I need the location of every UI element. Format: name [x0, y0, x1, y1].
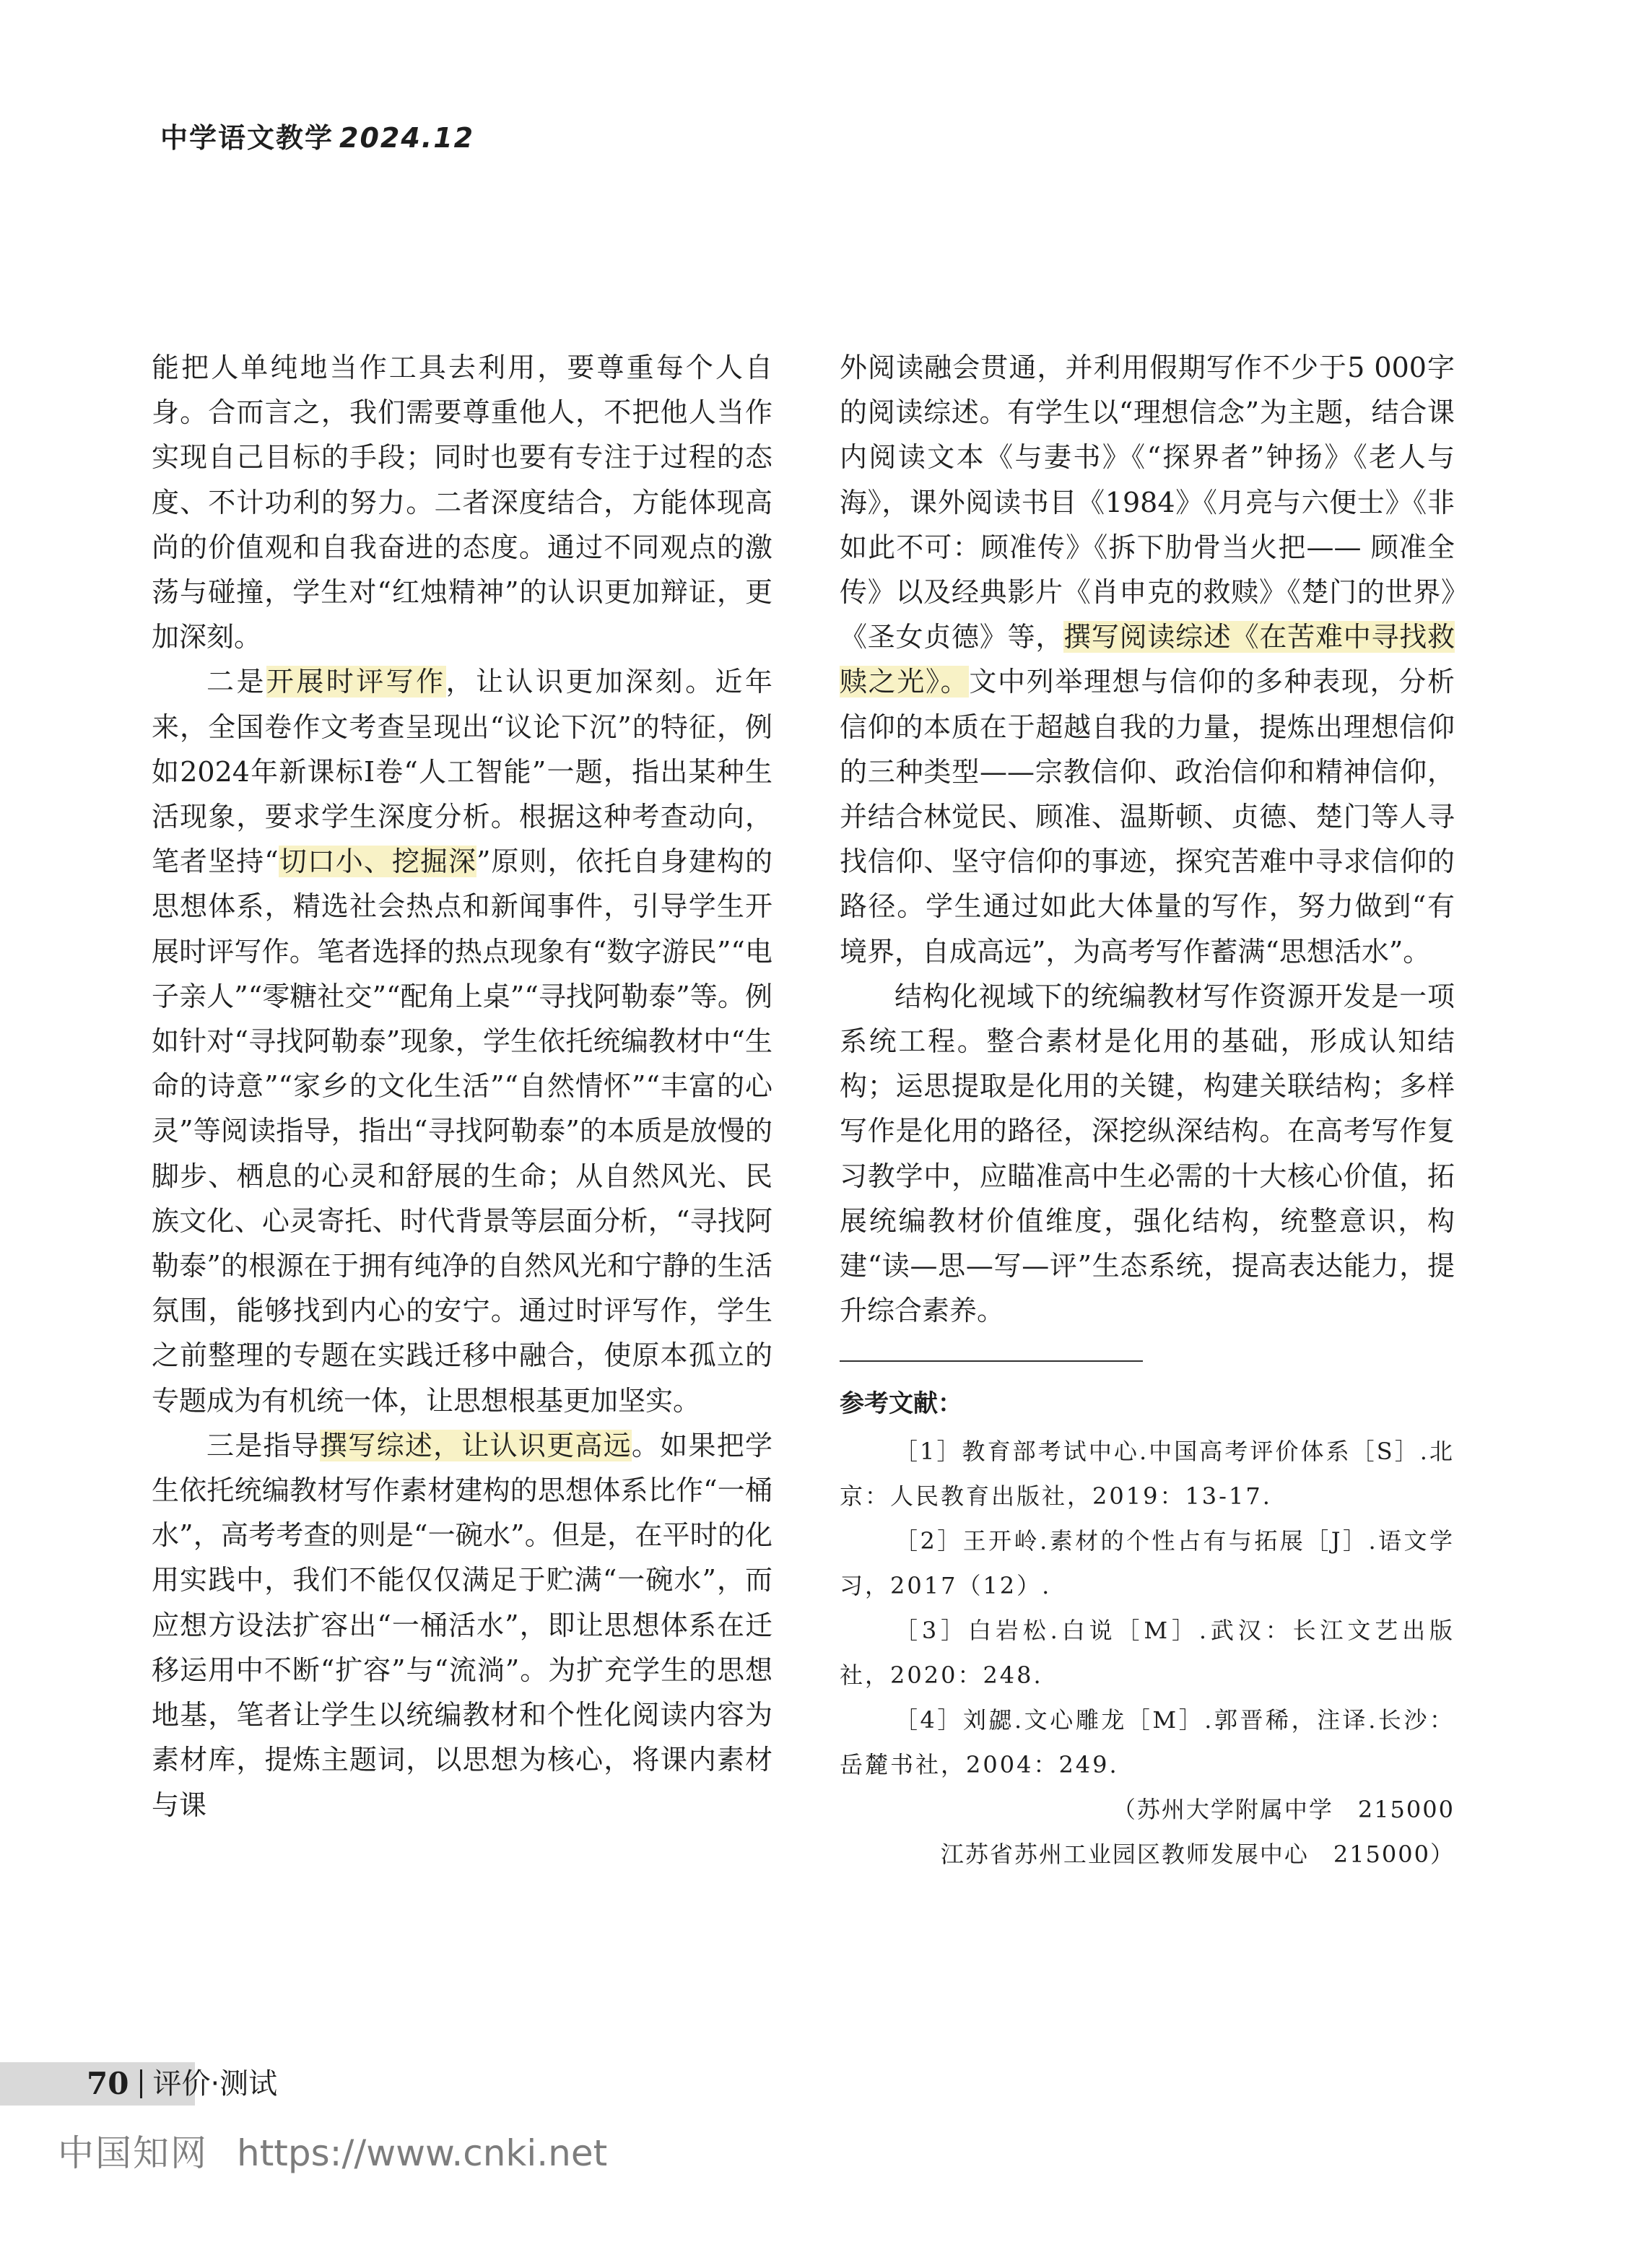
- references-divider: [840, 1360, 1143, 1362]
- reference-item: ［4］刘勰.文心雕龙［M］.郭晋稀，注译.长沙：岳麓书社，2004：249.: [840, 1706, 1455, 1779]
- reference-item: ［3］白岩松.白说［M］.武汉：长江文艺出版社，2020：248.: [840, 1617, 1455, 1690]
- journal-header: [160, 116, 474, 155]
- highlighted-text: 撰写阅读综述《在苦难中寻找救赎之光》。: [840, 621, 1455, 698]
- paragraph-continuation: [840, 345, 1455, 974]
- paragraph-text: 。如果把学生依托统编教材写作素材建构的思想体系比作“一桶水”，高考考查的则是“一碗水”。但是，在平时的化用实践中，我们不能仅仅满足于贮满“一碗水”，而应想方设法扩容出“一桶活水”，即让思想体系在迁移运用中不断“扩容”与“流淌”。为扩充学生的思想地基，笔者让学生以统编教材和个性化阅读内容为素材库，提炼主题词，以思想为核心，将课内素材与课: [152, 1429, 772, 1821]
- watermark-brand: 中国知网: [58, 2132, 208, 2174]
- section-name: 评价·测试: [152, 2067, 278, 2100]
- journal-title: 中学语文教学: [160, 122, 334, 154]
- paragraph-text: 二是: [206, 666, 266, 698]
- reference-item: ［1］教育部考试中心.中国高考评价体系［S］.北京：人民教育出版社，2019：13-17.: [840, 1438, 1455, 1511]
- paragraph-text: ，让认识更加深刻。近年来，全国卷作文考查呈现出“议论下沉”的特征，例如2024年新课标Ⅰ卷“人工智能”一题，指出某种生活现象，要求学生深度分析。根据这种考查动向，笔者坚持“: [152, 666, 772, 878]
- highlighted-text: 开展时评写作: [266, 666, 446, 698]
- paragraph-conclusion: 结构化视域下的统编教材写作资源开发是一项系统工程。整合素材是化用的基础，形成认知结构；运思提取是化用的关键，构建关联结构；多样写作是化用的路径，深挖纵深结构。在高考写作复习教学中，应瞄准高中生必需的十大核心价值，拓展统编教材价值维度，强化结构，统整意识，构建“读—思—写—评”生态系统，提高表达能力，提升综合素养。: [840, 980, 1455, 1327]
- left-column: [152, 345, 772, 1828]
- paragraph-review-writing: [152, 1423, 772, 1828]
- reference-item: ［2］王开岭.素材的个性占有与拓展［J］.语文学习，2017（12）.: [840, 1527, 1455, 1600]
- paragraph-text: 三是指导: [206, 1429, 321, 1461]
- watermark-url[interactable]: https://www.cnki.net: [237, 2132, 608, 2174]
- page-footer: [87, 2063, 277, 2105]
- page-number: 70: [87, 2066, 129, 2101]
- author-affiliation-1: （苏州大学附属中学 215000: [1112, 1796, 1455, 1824]
- paragraph-text: ”原则，依托自身建构的思想体系，精选社会热点和新闻事件，引导学生开展时评写作。笔者选择的热点现象有“数字游民”“电子亲人”“零糖社交”“配角上桌”“寻找阿勒泰”等。例如针对“寻找阿勒泰”现象，学生依托统编教材中“生命的诗意”“家乡的文化生活”“自然情怀”“丰富的心灵”等阅读指导，指出“寻找阿勒泰”的本质是放慢的脚步、栖息的心灵和舒展的生命；从自然风光、民族文化、心灵寄托、时代背景等层面分析，“寻找阿勒泰”的根源在于拥有纯净的自然风光和宁静的生活氛围，能够找到内心的安宁。通过时评写作，学生之前整理的专题在实践迁移中融合，使原本孤立的专题成为有机统一体，让思想根基更加坚实。: [152, 846, 772, 1417]
- highlighted-text: 切口小、挖掘深: [278, 846, 477, 878]
- footer-divider: [140, 2069, 142, 2098]
- highlighted-text: 撰写综述，让认识更高远: [320, 1429, 632, 1461]
- journal-issue: 2024.12: [339, 122, 475, 154]
- author-affiliation-2: 江苏省苏州工业园区教师发展中心 215000）: [940, 1841, 1455, 1869]
- paragraph-text: 文中列举理想与信仰的多种表现，分析信仰的本质在于超越自我的力量，提炼出理想信仰的三种类型——宗教信仰、政治信仰和精神信仰，并结合林觉民、顾准、温斯顿、贞德、楚门等人寻找信仰、坚守信仰的事迹，探究苦难中寻求信仰的路径。学生通过如此大体量的写作，努力做到“有境界，自成高远”，为高考写作蓄满“思想活水”。: [840, 666, 1455, 968]
- paragraph-continuation: 能把人单纯地当作工具去利用，要尊重每个人自身。合而言之，我们需要尊重他人，不把他人当作实现自己目标的手段；同时也要有专注于过程的态度、不计功利的努力。二者深度结合，方能体现高尚的价值观和自我奋进的态度。通过不同观点的激荡与碰撞，学生对“红烛精神”的认识更加辩证，更加深刻。: [152, 352, 772, 653]
- paragraph-commentary-writing: [152, 659, 772, 1422]
- cnki-watermark: [58, 2124, 607, 2176]
- references-title: 参考文献：: [840, 1389, 962, 1419]
- right-column: [840, 345, 1455, 1877]
- paragraph-text: 外阅读融会贯通，并利用假期写作不少于5 000字的阅读综述。有学生以“理想信念”为主题，结合课内阅读文本《与妻书》《“探界者”钟扬》《老人与海》，课外阅读书目《1984》《月亮与六便士》《非如此不可：顾准传》《拆下肋骨当火把—— 顾准全传》以及经典影片《肖申克的救赎》《楚门的世界》《圣女贞德》等，: [840, 352, 1455, 653]
